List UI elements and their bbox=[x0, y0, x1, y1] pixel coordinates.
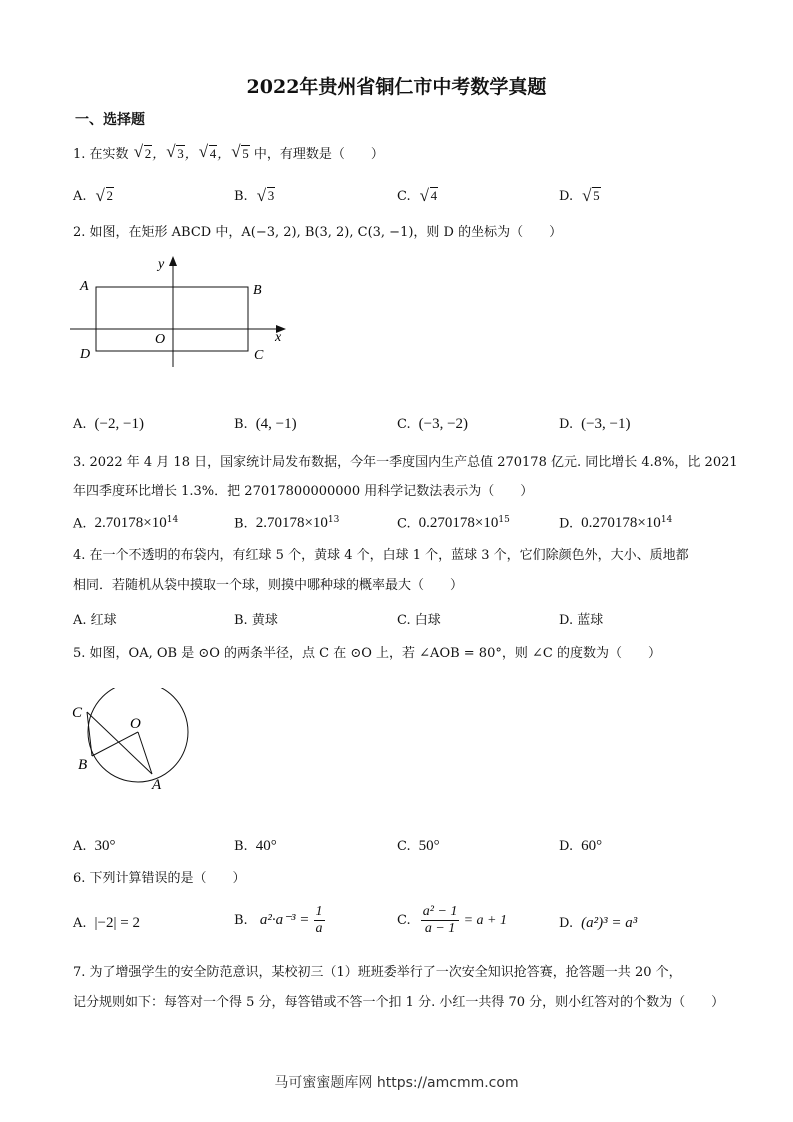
q1-option-c[interactable]: C.√ 4 bbox=[397, 188, 438, 204]
q6-option-b[interactable]: B. a²·a⁻³ = $\frac{1}{a}$ bbox=[234, 904, 323, 936]
q5-option-b[interactable]: B. 40° bbox=[234, 838, 277, 854]
label-o: O bbox=[130, 716, 141, 732]
question-4-line-1: 4. 在一个不透明的布袋内，有红球 5 个，黄球 4 个，白球 1 个，蓝球 3 个，它们除颜色外，大小、质地都 bbox=[73, 548, 689, 563]
q3-option-d[interactable]: D. $0.270178\times 10^{14}$ bbox=[559, 515, 673, 532]
page-title: 2022年贵州省铜仁市中考数学真题 bbox=[246, 76, 547, 98]
question-3-line-1: 3. 2022 年 4 月 18 日，国家统计局发布数据，今年一季度国内生产总值 270178 亿元. 同比增长 4.8%，比 2021 bbox=[73, 455, 738, 470]
q4-option-a[interactable]: A. 红球 bbox=[73, 613, 117, 628]
q1-radicand-1: 2 bbox=[144, 146, 152, 161]
q4-option-b[interactable]: B. 黄球 bbox=[234, 613, 278, 628]
q1-option-b[interactable]: B.√ 3 bbox=[234, 188, 275, 204]
q2-option-b[interactable]: B. (4, −1) bbox=[234, 416, 297, 432]
q4-option-c[interactable]: C. 白球 bbox=[397, 613, 441, 628]
q1-text-pre: 1. 在实数 bbox=[73, 147, 129, 162]
question-3-line-2: 年四季度环比增长 1.3%．把 27017800000000 用科学记数法表示为（ ） bbox=[73, 484, 534, 499]
label-y: y bbox=[158, 257, 165, 272]
footer-watermark[interactable]: 马可蜜蜜题库网 https://amcmm.com bbox=[274, 1075, 519, 1091]
q2-option-a[interactable]: A. (−2, −1) bbox=[73, 416, 144, 432]
q6-option-c[interactable]: C. $\frac{\text{a² − 1}}{a - 1}$ = a + 1 bbox=[397, 904, 507, 936]
q1-text-post: 中，有理数是（ ） bbox=[253, 147, 384, 162]
question-7-line-1: 7. 为了增强学生的安全防范意识，某校初三（1）班班委举行了一次安全知识抢答赛，抢答题一共 20 个， bbox=[73, 965, 682, 980]
q3-option-c[interactable]: C. $0.270178\times 10^{15}$ bbox=[397, 515, 510, 532]
q5-option-d[interactable]: D. 60° bbox=[559, 838, 603, 854]
label-a: A bbox=[152, 777, 162, 793]
circle-figure bbox=[68, 688, 198, 798]
label-b: B bbox=[78, 757, 88, 773]
label-a: A bbox=[80, 279, 89, 294]
q4-option-d[interactable]: D. 蓝球 bbox=[559, 613, 604, 628]
q6-option-d[interactable]: D. (a²)³ = a³ bbox=[559, 915, 638, 931]
q3-option-a[interactable]: A. $2.70178\times 10^{14}$ bbox=[73, 515, 179, 532]
label-c: C bbox=[72, 705, 83, 721]
q2-option-d[interactable]: D. (−3, −1) bbox=[559, 416, 631, 432]
q2-option-c[interactable]: C. (−3, −2) bbox=[397, 416, 469, 432]
label-d: D bbox=[80, 347, 91, 362]
q1-option-d[interactable]: D.√ 5 bbox=[559, 188, 601, 204]
q6-option-a[interactable]: A. |−2| = 2 bbox=[73, 915, 140, 931]
q1-option-a[interactable]: A.√ 2 bbox=[73, 188, 114, 204]
label-c: C bbox=[254, 348, 264, 363]
q1-radicand-2: 3 bbox=[177, 146, 184, 161]
question-1: 1. 在实数 √ 2，√ 3，√ 4，√ 5 中，有理数是（ ） bbox=[73, 145, 384, 164]
question-2: 2. 如图，在矩形 ABCD 中，A(−3, 2), B(3, 2), C(3, −1)，则 D 的坐标为（ ） bbox=[73, 225, 563, 240]
question-6: 6. 下列计算错误的是（ ） bbox=[73, 871, 246, 886]
question-4-line-2: 相同．若随机从袋中摸取一个球，则摸中哪种球的概率最大（ ） bbox=[73, 578, 464, 593]
q5-option-c[interactable]: C. 50° bbox=[397, 838, 440, 854]
label-b: B bbox=[253, 283, 262, 298]
question-7-line-2: 记分规则如下：每答对一个得 5 分，每答错或不答一个扣 1 分. 小红一共得 70 分，则小红答对的个数为（ ） bbox=[73, 995, 725, 1010]
label-o: O bbox=[155, 332, 166, 347]
label-x: x bbox=[275, 330, 282, 345]
q3-option-b[interactable]: B. $2.70178\times 10^{13}$ bbox=[234, 515, 340, 532]
question-5: 5. 如图，OA, OB 是 ⊙O 的两条半径，点 C 在 ⊙O 上，若 ∠AOB = 80°，则 ∠C 的度数为（ ） bbox=[73, 646, 661, 661]
q1-radicand-4: 5 bbox=[242, 146, 249, 161]
q5-option-a[interactable]: A. 30° bbox=[73, 838, 116, 854]
q1-radicand-3: 4 bbox=[209, 146, 217, 161]
rectangle-figure bbox=[68, 252, 298, 372]
section-heading: 一、选择题 bbox=[75, 112, 145, 128]
